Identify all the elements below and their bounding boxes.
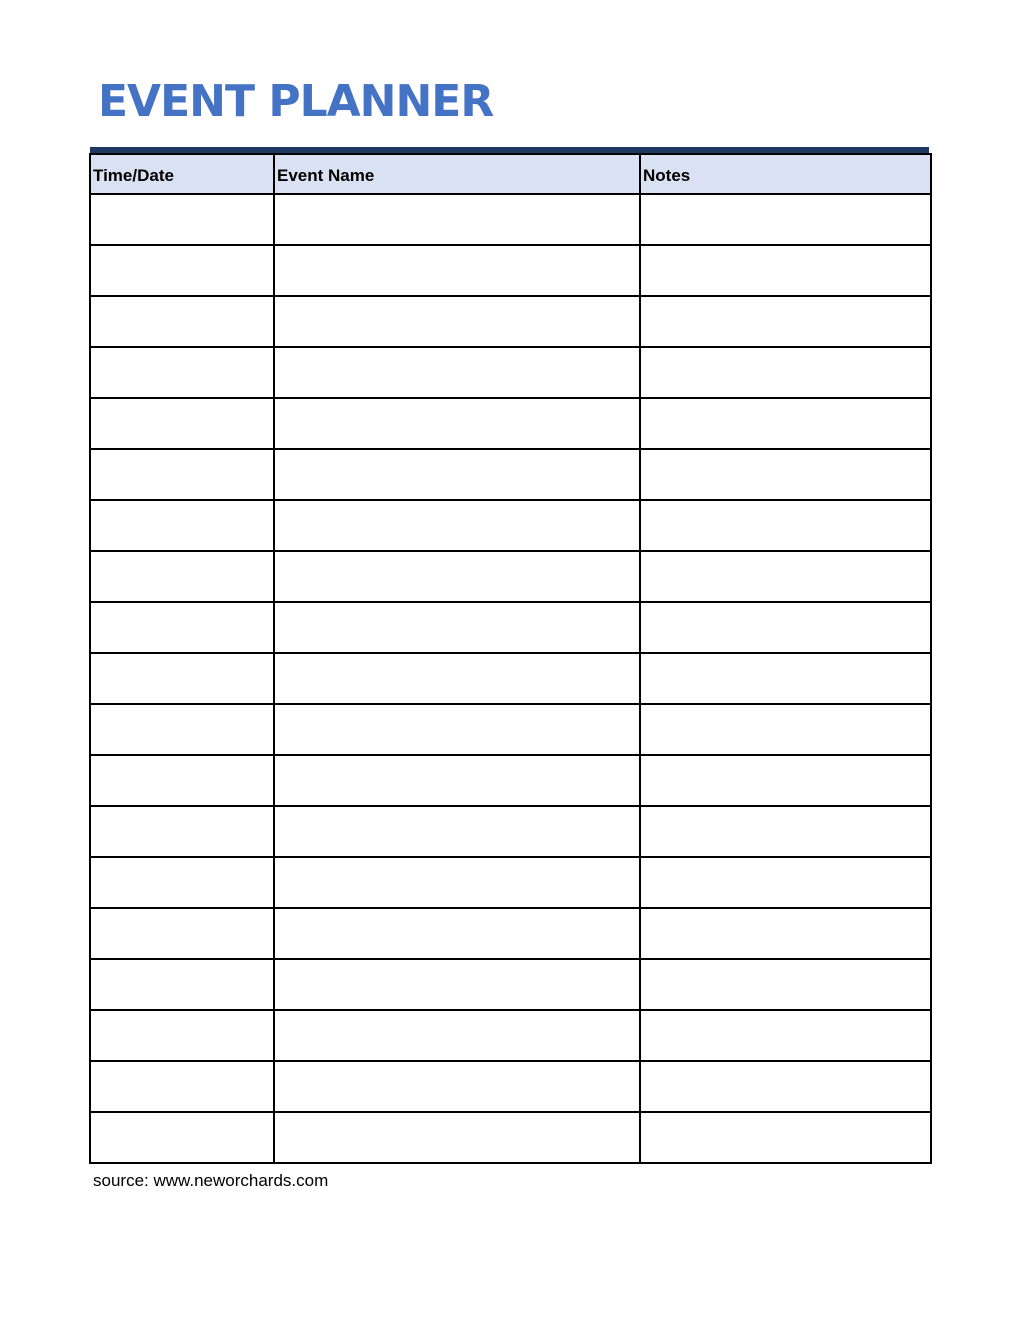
- event-name-cell[interactable]: [274, 1010, 640, 1061]
- table-row: [90, 857, 931, 908]
- event-name-cell[interactable]: [274, 245, 640, 296]
- notes-cell[interactable]: [640, 194, 931, 245]
- notes-cell[interactable]: [640, 347, 931, 398]
- column-header-time-date: Time/Date: [90, 154, 274, 194]
- table-row: [90, 449, 931, 500]
- event-name-cell[interactable]: [274, 602, 640, 653]
- table-row: [90, 347, 931, 398]
- event-name-cell[interactable]: [274, 398, 640, 449]
- table-row: [90, 1010, 931, 1061]
- time-date-cell[interactable]: [90, 653, 274, 704]
- table-row: [90, 602, 931, 653]
- event-name-cell[interactable]: [274, 806, 640, 857]
- time-date-cell[interactable]: [90, 908, 274, 959]
- event-name-cell[interactable]: [274, 653, 640, 704]
- table-header-row: [90, 154, 931, 194]
- event-name-cell[interactable]: [274, 1112, 640, 1163]
- notes-cell[interactable]: [640, 806, 931, 857]
- source-text: source: www.neworchards.com: [93, 1171, 329, 1190]
- column-header-notes: Notes: [640, 154, 931, 194]
- time-date-cell[interactable]: [90, 449, 274, 500]
- page-title: EVENT PLANNER: [98, 76, 494, 127]
- event-name-cell[interactable]: [274, 551, 640, 602]
- notes-cell[interactable]: [640, 602, 931, 653]
- table-body: [90, 194, 931, 1163]
- time-date-cell[interactable]: [90, 755, 274, 806]
- time-date-cell[interactable]: [90, 959, 274, 1010]
- table-row: [90, 755, 931, 806]
- notes-cell[interactable]: [640, 449, 931, 500]
- time-date-cell[interactable]: [90, 1061, 274, 1112]
- time-date-cell[interactable]: [90, 704, 274, 755]
- notes-cell[interactable]: [640, 1010, 931, 1061]
- table-row: [90, 194, 931, 245]
- table-row: [90, 806, 931, 857]
- notes-cell[interactable]: [640, 908, 931, 959]
- time-date-cell[interactable]: [90, 602, 274, 653]
- time-date-cell[interactable]: [90, 194, 274, 245]
- table-row: [90, 704, 931, 755]
- event-name-cell[interactable]: [274, 704, 640, 755]
- table-row: [90, 1112, 931, 1163]
- event-name-cell[interactable]: [274, 194, 640, 245]
- event-name-cell[interactable]: [274, 500, 640, 551]
- event-name-cell[interactable]: [274, 755, 640, 806]
- notes-cell[interactable]: [640, 245, 931, 296]
- event-name-cell[interactable]: [274, 959, 640, 1010]
- table-row: [90, 1061, 931, 1112]
- event-name-cell[interactable]: [274, 857, 640, 908]
- notes-cell[interactable]: [640, 500, 931, 551]
- event-name-cell[interactable]: [274, 347, 640, 398]
- notes-cell[interactable]: [640, 551, 931, 602]
- time-date-cell[interactable]: [90, 296, 274, 347]
- event-name-cell[interactable]: [274, 1061, 640, 1112]
- table-row: [90, 551, 931, 602]
- event-name-cell[interactable]: [274, 908, 640, 959]
- table-row: [90, 245, 931, 296]
- notes-cell[interactable]: [640, 1061, 931, 1112]
- time-date-cell[interactable]: [90, 1010, 274, 1061]
- notes-cell[interactable]: [640, 857, 931, 908]
- notes-cell[interactable]: [640, 959, 931, 1010]
- event-name-cell[interactable]: [274, 296, 640, 347]
- event-name-cell[interactable]: [274, 449, 640, 500]
- table-row: [90, 653, 931, 704]
- time-date-cell[interactable]: [90, 245, 274, 296]
- time-date-cell[interactable]: [90, 347, 274, 398]
- time-date-cell[interactable]: [90, 500, 274, 551]
- time-date-cell[interactable]: [90, 857, 274, 908]
- notes-cell[interactable]: [640, 755, 931, 806]
- table-row: [90, 908, 931, 959]
- time-date-cell[interactable]: [90, 398, 274, 449]
- time-date-cell[interactable]: [90, 806, 274, 857]
- table-row: [90, 500, 931, 551]
- time-date-cell[interactable]: [90, 1112, 274, 1163]
- table-row: [90, 398, 931, 449]
- notes-cell[interactable]: [640, 398, 931, 449]
- notes-cell[interactable]: [640, 653, 931, 704]
- event-table: [89, 153, 932, 1164]
- column-header-event-name: Event Name: [274, 154, 640, 194]
- time-date-cell[interactable]: [90, 551, 274, 602]
- notes-cell[interactable]: [640, 704, 931, 755]
- notes-cell[interactable]: [640, 296, 931, 347]
- table-row: [90, 296, 931, 347]
- table-row: [90, 959, 931, 1010]
- notes-cell[interactable]: [640, 1112, 931, 1163]
